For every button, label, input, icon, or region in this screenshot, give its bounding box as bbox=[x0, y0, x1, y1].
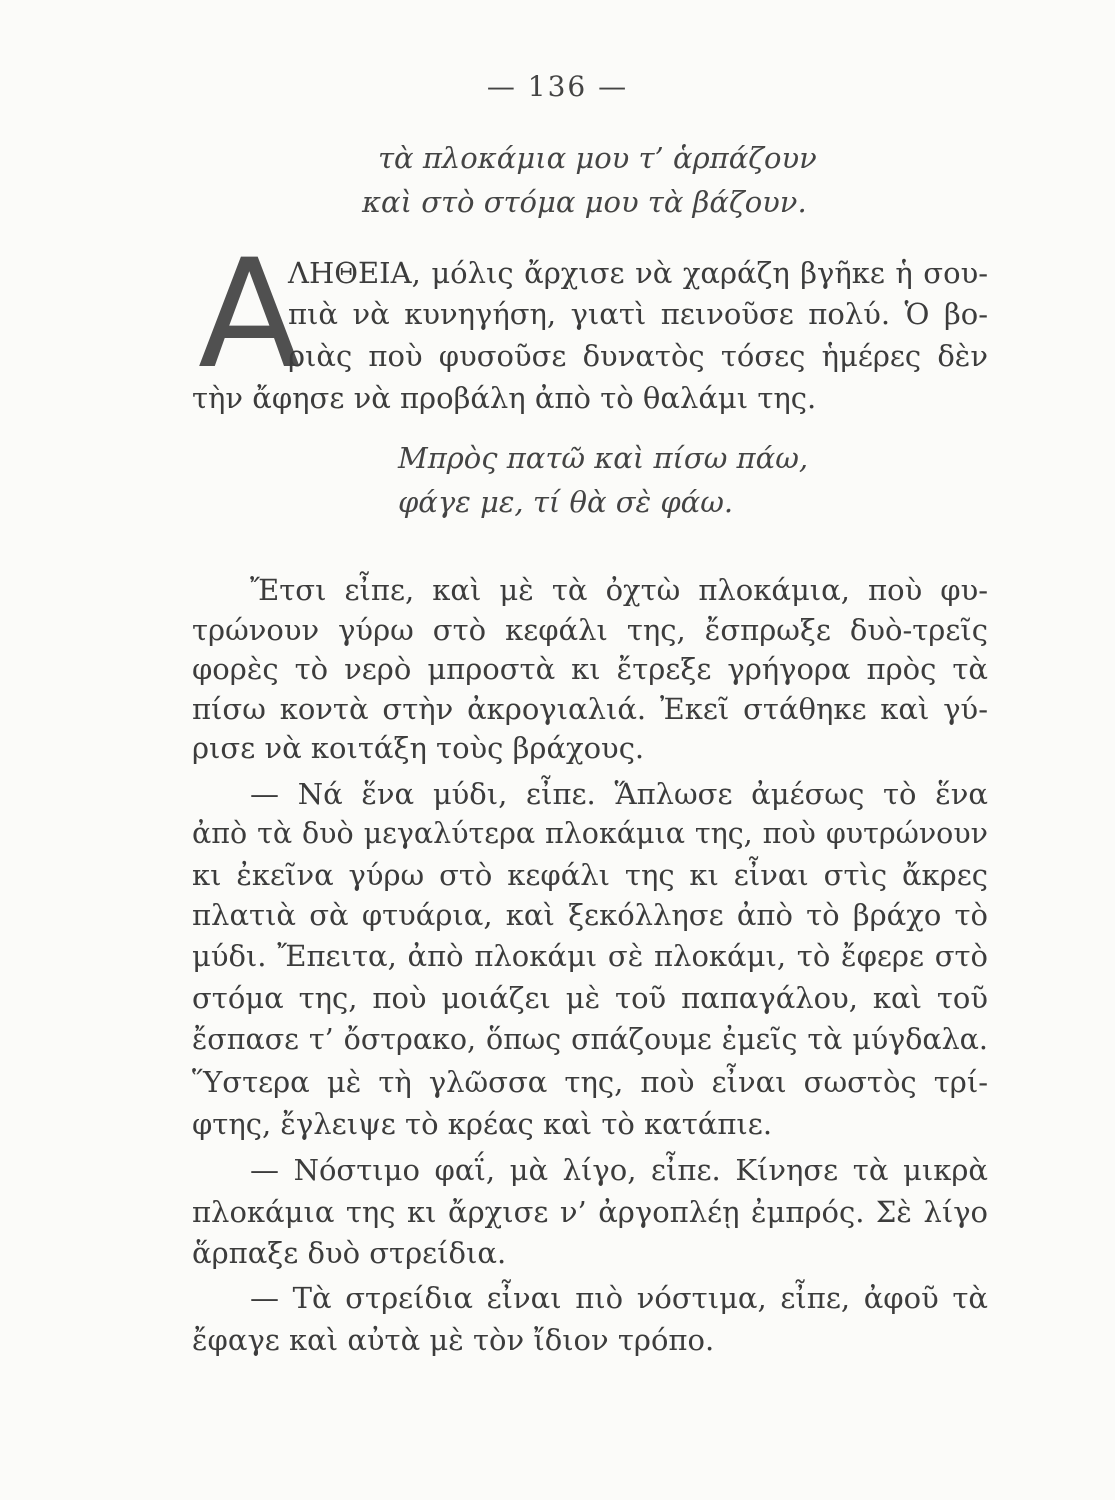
text-line: ἅρπαξε δυὸ στρείδια. bbox=[192, 1236, 507, 1270]
text-line: — Νά ἕνα μύδι, εἶπε. Ἅπλωσε ἀμέσως τὸ ἕνα bbox=[250, 777, 988, 811]
text-line: φτης, ἔγλειψε τὸ κρέας καὶ τὸ κατάπιε. bbox=[192, 1107, 773, 1141]
text-line: — Τὰ στρείδια εἶναι πιὸ νόστιμα, εἶπε, ἀφοῦ τὰ bbox=[250, 1281, 988, 1315]
verse-line: Μπρὸς πατῶ καὶ πίσω πάω, bbox=[398, 441, 809, 475]
text-line: ριὰς ποὺ φυσοῦσε δυνατὸς τόσες ἡμέρες δὲν bbox=[288, 339, 988, 373]
verse-2 bbox=[398, 436, 808, 524]
verse-line: φάγε με, τί θὰ σὲ φάω. bbox=[398, 485, 734, 519]
text-line: πλοκάμια της κι ἄρχισε ν’ ἀργοπλέῃ ἐμπρός. Σὲ λίγο bbox=[192, 1195, 988, 1229]
text-line: στόμα της, ποὺ μοιάζει μὲ τοῦ παπαγάλου, καὶ τοῦ bbox=[192, 981, 988, 1015]
text-line: πιὰ νὰ κυνηγήση, γιατὶ πεινοῦσε πολύ. Ὁ βο- bbox=[288, 297, 988, 331]
text-line: Ὕστερα μὲ τὴ γλῶσσα της, ποὺ εἶναι σωστὸς τρί- bbox=[192, 1065, 988, 1099]
text-line: πλατιὰ σὰ φτυάρια, καὶ ξεκόλλησε ἀπὸ τὸ βράχο τὸ bbox=[192, 898, 988, 932]
text-line: φορὲς τὸ νερὸ μπροστὰ κι ἔτρεξε γρήγορα πρὸς τὰ bbox=[192, 652, 988, 686]
text-line: τρώνουν γύρω στὸ κεφάλι της, ἔσπρωξε δυὸ-τρεῖς bbox=[192, 613, 988, 647]
text-line: ρισε νὰ κοιτάξη τοὺς βράχους. bbox=[192, 731, 645, 765]
text-line: κι ἐκεῖνα γύρω στὸ κεφάλι της κι εἶναι στὶς ἄκρες bbox=[192, 858, 988, 892]
text-line: ἀπὸ τὰ δυὸ μεγαλύτερα πλοκάμια της, ποὺ φυτρώνουν bbox=[192, 817, 988, 850]
text-line: μύδι. Ἔπειτα, ἀπὸ πλοκάμι σὲ πλοκάμι, τὸ ἔφερε στὸ bbox=[192, 939, 988, 973]
text-line: ἔφαγε καὶ αὐτὰ μὲ τὸν ἴδιον τρόπο. bbox=[192, 1323, 715, 1357]
text-line: Ἔτσι εἶπε, καὶ μὲ τὰ ὀχτὼ πλοκάμια, ποὺ φυ- bbox=[250, 573, 988, 607]
verse-line: καὶ στὸ στόμα μου τὰ βάζουν. bbox=[362, 185, 807, 219]
drop-cap: Α bbox=[198, 228, 301, 402]
verse-line: τὰ πλοκάμια μου τ’ ἁρπάζουν bbox=[378, 141, 817, 175]
text-line: ΛΗΘΕΙΑ, μόλις ἄρχισε νὰ χαράζη βγῆκε ἡ σου- bbox=[288, 256, 988, 290]
text-line: ἔσπασε τ’ ὄστρακο, ὅπως σπάζουμε ἐμεῖς τὰ μύγδαλα. bbox=[192, 1023, 988, 1056]
verse-1 bbox=[362, 136, 817, 224]
text-line: — Νόστιμο φαΐ, μὰ λίγο, εἶπε. Κίνησε τὰ μικρὰ bbox=[250, 1153, 988, 1187]
page-number: — 136 — bbox=[486, 70, 629, 103]
text-line: πίσω κοντὰ στὴν ἀκρογιαλιά. Ἐκεῖ στάθηκε καὶ γύ- bbox=[192, 692, 988, 726]
text-line: τὴν ἄφησε νὰ προβάλη ἀπὸ τὸ θαλάμι της. bbox=[192, 381, 817, 415]
